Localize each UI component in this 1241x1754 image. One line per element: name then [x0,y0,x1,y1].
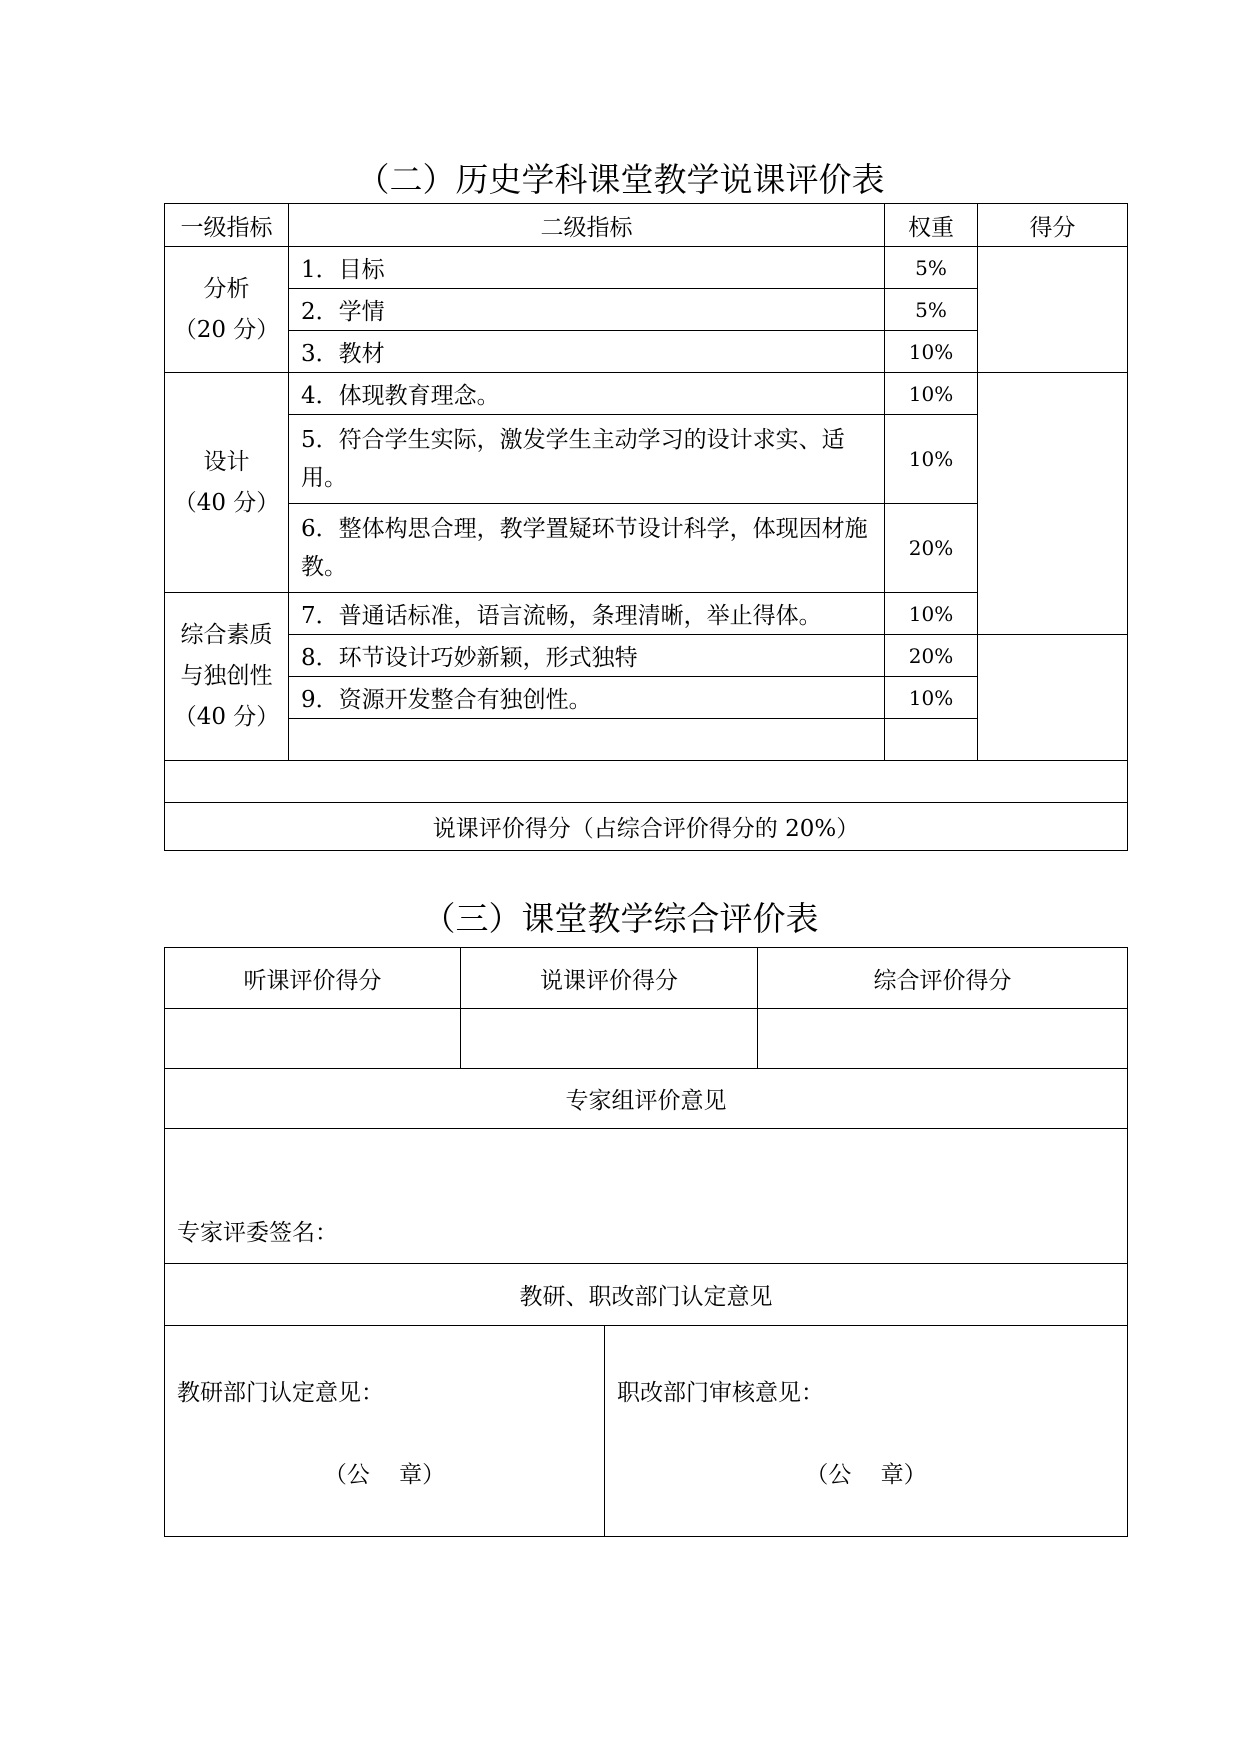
reform-opinion-label: 职改部门审核意见： [617,1380,824,1406]
score-row [165,1009,1128,1069]
expert-opinion-header: 专家组评价意见 [165,1069,1128,1129]
item-weight: 10% [885,331,978,373]
category-analysis [165,247,289,373]
item-text: 1．目标 [289,247,885,289]
item-text: 2．学情 [289,289,885,331]
item-text: 6．整体构思合理，教学置疑环节设计科学，体现因材施教。 [289,504,885,593]
research-opinion-cell[interactable] [165,1326,605,1537]
empty-item-cell[interactable] [289,719,885,761]
overall-score-cell[interactable] [758,1009,1128,1069]
table-row-blank [165,761,1128,803]
header-level1: 一级指标 [165,204,289,247]
item-weight: 20% [885,635,978,677]
category-quality [165,593,289,761]
reform-opinion-cell[interactable] [605,1326,1128,1537]
lecture-score-label: 说课评价得分（占综合评价得分的 20%） [165,803,1128,851]
header-overall-score: 综合评价得分 [758,948,1128,1009]
table-row [165,635,1128,677]
item-text: 5．符合学生实际，激发学生主动学习的设计求实、适用。 [289,415,885,504]
item-weight: 10% [885,373,978,415]
talk-score-cell[interactable] [461,1009,758,1069]
category-design [165,373,289,593]
header-row [165,948,1128,1009]
research-opinion-label: 教研部门认定意见： [177,1380,384,1406]
reform-seal: （公 章） [805,1462,927,1488]
score-cell-quality[interactable] [978,635,1128,761]
category-name: 分析 [203,275,250,302]
dept-opinion-row [165,1326,1128,1537]
item-text: 4．体现教育理念。 [289,373,885,415]
listen-score-cell[interactable] [165,1009,461,1069]
header-row [165,204,1128,247]
lecture-evaluation-table [164,203,1128,851]
expert-opinion-cell[interactable] [165,1129,1128,1264]
score-cell-design[interactable] [978,373,1128,635]
score-cell-analysis[interactable] [978,247,1128,373]
item-weight: 5% [885,289,978,331]
category-name-line2: 与独创性 [180,663,273,689]
item-weight: 10% [885,593,978,635]
header-talk-score: 说课评价得分 [461,948,758,1009]
header-listen-score: 听课评价得分 [165,948,461,1009]
table-row [165,373,1128,415]
item-weight: 10% [885,677,978,719]
category-name-line1: 综合素质 [180,622,273,648]
item-weight: 10% [885,415,978,504]
blank-row-cell[interactable] [165,761,1128,803]
header-score: 得分 [978,204,1128,247]
expert-signature-label: 专家评委签名： [177,1220,338,1246]
item-text: 3．教材 [289,331,885,373]
header-level2: 二级指标 [289,204,885,247]
header-weight: 权重 [885,204,978,247]
item-weight: 20% [885,504,978,593]
category-points: （40 分） [173,704,280,730]
category-points: （20 分） [173,316,280,343]
category-name: 设计 [203,448,250,475]
table3-title: （三）课堂教学综合评价表 [422,899,819,938]
expert-header-row [165,1069,1128,1129]
research-seal: （公 章） [323,1462,446,1488]
dept-header-row [165,1264,1128,1326]
item-text: 8．环节设计巧妙新颖，形式独特 [289,635,885,677]
category-points: （40 分） [173,489,280,516]
expert-opinion-row [165,1129,1128,1264]
dept-opinion-header: 教研、职改部门认定意见 [165,1264,1128,1326]
empty-weight-cell[interactable] [885,719,978,761]
item-text: 9．资源开发整合有独创性。 [289,677,885,719]
item-text: 7．普通话标准，语言流畅，条理清晰，举止得体。 [289,593,885,635]
table-row [165,247,1128,289]
footer-row [165,803,1128,851]
table2-title: （二）历史学科课堂教学说课评价表 [356,160,885,199]
comprehensive-evaluation-table [164,947,1128,1537]
item-weight: 5% [885,247,978,289]
